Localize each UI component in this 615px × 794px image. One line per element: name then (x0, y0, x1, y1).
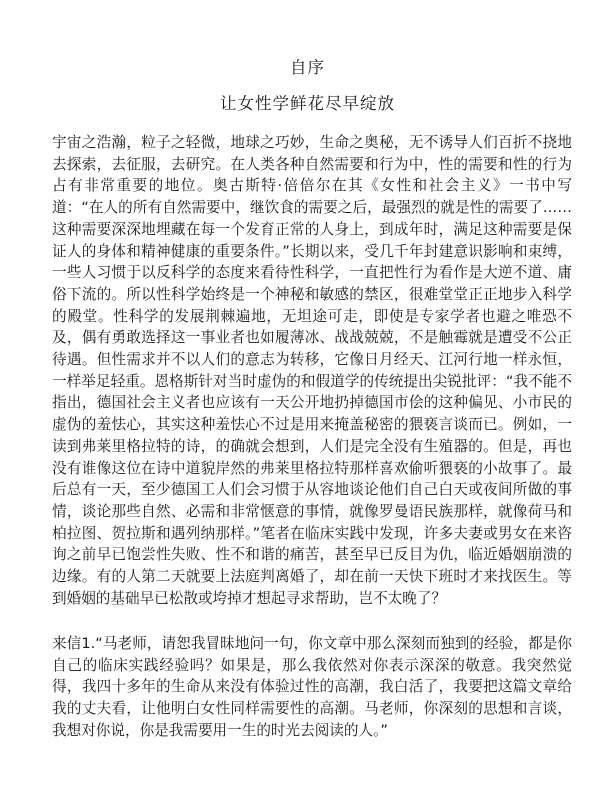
body-paragraph: 宇宙之浩瀚，粒子之轻微，地球之巧妙，生命之奥秘，无不诱导人们百折不挠地去探索，去征服，去研究。在人类各种自然需要和行为中，性的需要和性的行为占有非常重要的地位。奥古斯特·倍倍尔在其《女性和社会主义》一书中写道：“在人的所有自然需要中，继饮食的需要之后，最强烈的就是性的需要了……这种需要深深地埋藏在每一个发育正常的人身上，到成年时，满足这种需要是保证人的身体和精神健康的重要条件。”长期以来，受几千年封建意识影响和束缚，一些人习惯于以反科学的态度来看待性科学，一直把性行为看作是大逆不道、庸俗下流的。所以性科学始终是一个神秘和敏感的禁区，很难堂堂正正地步入科学的殿堂。性科学的发展荆棘遍地，无坦途可走，即使是专家学者也避之唯恐不及，偶有勇敢选择这一事业者也如履薄冰、战战兢兢，不是触霉就是遭受不公正待遇。但性需求并不以人们的意志为转移，它像日月经天、江河行地一样永恒，一样举足轻重。恩格斯针对当时虚伪的和假道学的传统提出尖锐批评：“我不能不指出，德国社会主义者也应该有一天公开地扔掉德国市侩的这种偏见、小市民的虚伪的羞怯心，其实这种羞怯心不过是用来掩盖秘密的猥亵言谈而已。例如，一读到弗莱里格拉特的诗，的确就会想到，人们是完全没有生殖器的。但是，再也没有谁像这位在诗中道貌岸然的弗莱里格拉特那样喜欢偷听猥亵的小故事了。最后总有一天，至少德国工人们会习惯于从容地谈论他们自己白天或夜间所做的事情，谈论那些自然、必需和非常惬意的事情，就像罗曼语民族那样，就像荷马和柏拉图、贺拉斯和遇列纳那样。”笔者在临床实践中发现，许多夫妻或男女在来咨询之前早已饱尝性失败、性不和谐的痛苦，甚至早已反目为仇，临近婚姻崩溃的边缘。有的人第二天就要上法庭判离婚了，却在前一天快下班时才来找医生。等到婚姻的基础早已松散或垮掉才想起寻求帮助，岂不太晚了？ (52, 134, 572, 607)
preface-heading: 自序 (290, 58, 325, 77)
preface-title: 让女性学鲜花尽早绽放 (220, 94, 395, 113)
letter-paragraph: 来信1.“马老师，请恕我冒昧地问一句，你文章中那么深刻而独到的经验，都是你自己的临床实践经验吗？如果是，那么我依然对你表示深深的敬意。我突然觉得，我四十多年的生命从来没有体验过性的高潮，我白活了，我要把这篇文章给我的丈夫看，让他明白女性同样需要性的高潮。马老师，你深刻的思想和言谈，我想对你说，你是我需要用一生的时光去阅读的人。” (52, 635, 572, 739)
